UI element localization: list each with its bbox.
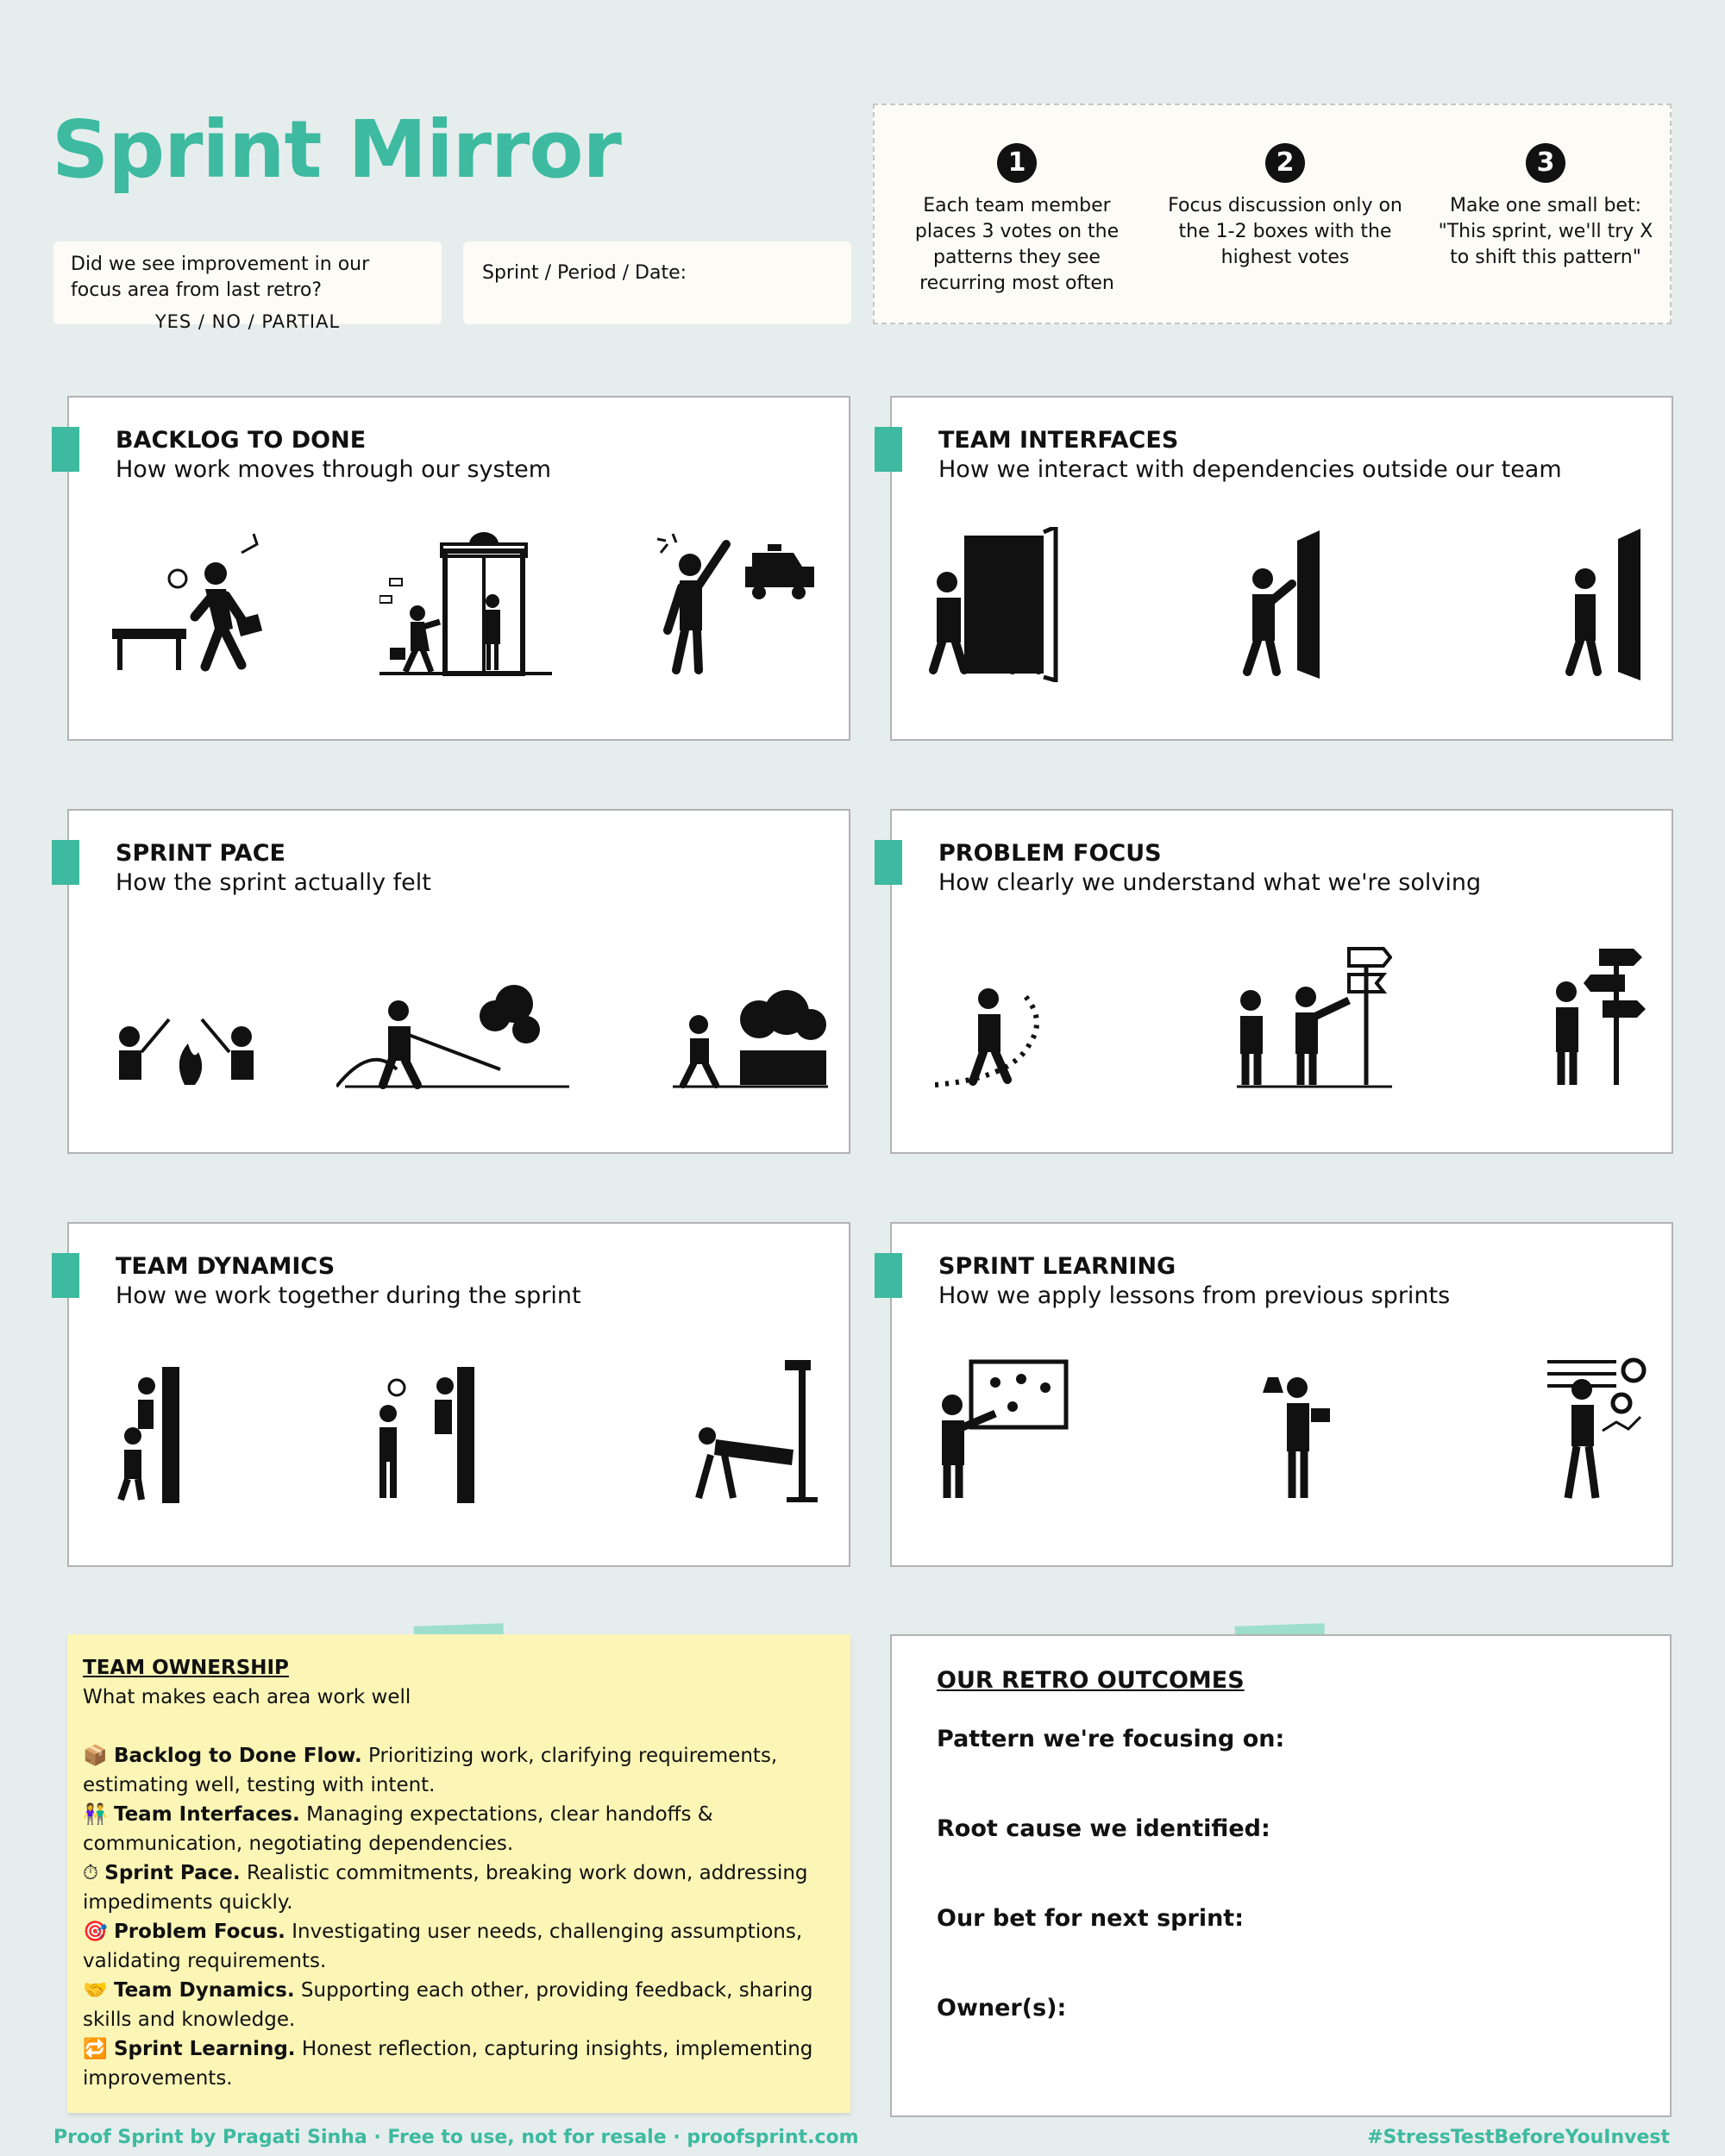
handshake-icon: 🤝 — [83, 1979, 108, 2002]
blocked-by-post-icon — [690, 1353, 828, 1508]
card-subtitle: How work moves through our system — [116, 456, 552, 483]
instruction-step-3 — [1427, 143, 1665, 271]
team-ownership-note — [67, 1634, 850, 2113]
step-text: Make one small bet: "This sprint, we'll try X to shift this pattern" — [1438, 195, 1653, 268]
step-number: 3 — [1526, 143, 1565, 183]
card-accent-tab — [875, 427, 902, 472]
campfire-icon — [112, 940, 267, 1095]
step-text: Each team member places 3 votes on the patterns they see recurring most often — [914, 195, 1120, 294]
analytics-gears-icon — [1530, 1353, 1651, 1508]
retro-question-box[interactable] — [53, 241, 442, 332]
instructions-panel — [873, 103, 1672, 324]
card-sprint-learning[interactable] — [890, 1222, 1673, 1567]
repeat-icon: 🔁 — [83, 2038, 108, 2060]
card-subtitle: How we interact with dependencies outside our team — [938, 456, 1562, 483]
firefighter-hose-icon — [336, 940, 578, 1095]
sprint-field-label: Sprint / Period / Date: — [482, 262, 687, 284]
ownership-item-learning: 🔁 Sprint Learning. Honest reflection, capturing insights, implementing improvements. — [83, 2038, 813, 2090]
step-text: Focus discussion only on the 1-2 boxes with the highest votes — [1168, 195, 1402, 268]
page-title: Sprint Mirror — [52, 103, 621, 196]
climbing-wall-icon — [112, 1353, 216, 1508]
card-accent-tab — [52, 427, 79, 472]
card-team-dynamics[interactable] — [67, 1222, 850, 1567]
outcome-field-pattern[interactable]: Pattern we're focusing on: — [937, 1726, 1285, 1752]
card-subtitle: How clearly we understand what we're solving — [938, 869, 1482, 896]
forest-fire-icon — [673, 940, 828, 1095]
outcome-field-bet[interactable]: Our bet for next sprint: — [937, 1905, 1244, 1932]
hailing-taxi-icon — [656, 527, 819, 682]
presentation-board-icon — [935, 1353, 1073, 1508]
sprint-period-date-field[interactable] — [463, 241, 851, 324]
outcomes-heading: OUR RETRO OUTCOMES — [937, 1667, 1245, 1694]
outcome-field-owners[interactable]: Owner(s): — [937, 1995, 1067, 2021]
card-team-interfaces[interactable] — [890, 396, 1673, 741]
ownership-item-interfaces: 👫 Team Interfaces. Managing expectations, clear handoffs & communication, negotiating dependencies. — [83, 1803, 713, 1855]
open-door-meeting-icon — [926, 527, 1064, 682]
ownership-item-backlog: 📦 Backlog to Done Flow. Prioritizing work, clarifying requirements, estimating well, testing with intent. — [83, 1745, 778, 1796]
step-number: 2 — [1265, 143, 1305, 183]
target-icon: 🎯 — [83, 1921, 108, 1943]
card-title: BACKLOG TO DONE — [116, 427, 367, 454]
card-accent-tab — [52, 840, 79, 885]
ownership-item-dynamics: 🤝 Team Dynamics. Supporting each other, providing feedback, sharing skills and knowledge. — [83, 1979, 813, 2031]
footer-hashtag: #StressTestBeforeYouInvest — [1367, 2127, 1670, 2148]
asking-directions-icon — [1220, 940, 1392, 1095]
people-icon: 👫 — [83, 1803, 108, 1826]
closed-door-icon — [1556, 527, 1651, 682]
card-sprint-pace[interactable] — [67, 809, 850, 1154]
elevator-icon — [380, 527, 552, 682]
retro-outcomes-panel — [890, 1634, 1672, 2117]
card-backlog-to-done[interactable] — [67, 396, 850, 741]
card-subtitle: How we work together during the sprint — [116, 1282, 581, 1309]
card-title: PROBLEM FOCUS — [938, 840, 1162, 867]
path-walker-icon — [935, 940, 1073, 1095]
answer-options: YES / NO / PARTIAL — [154, 311, 341, 332]
retro-question: Did we see improvement in our focus area from last retro? — [71, 254, 370, 301]
card-accent-tab — [875, 840, 902, 885]
step-number: 1 — [997, 143, 1037, 183]
ownership-heading: TEAM OWNERSHIP — [83, 1657, 289, 1679]
package-icon: 📦 — [83, 1745, 108, 1767]
card-title: SPRINT PACE — [116, 840, 285, 867]
card-problem-focus[interactable] — [890, 809, 1673, 1154]
ownership-subheading: What makes each area work well — [83, 1686, 411, 1708]
outcome-field-root-cause[interactable]: Root cause we identified: — [937, 1815, 1270, 1842]
card-title: TEAM INTERFACES — [938, 427, 1179, 454]
instruction-step-2 — [1156, 143, 1414, 271]
card-subtitle: How the sprint actually felt — [116, 869, 431, 896]
scientist-icon — [1263, 1353, 1349, 1508]
card-accent-tab — [52, 1253, 79, 1298]
instruction-step-1 — [892, 143, 1142, 297]
card-accent-tab — [875, 1253, 902, 1298]
footer-credit: Proof Sprint by Pragati Sinha · Free to use, not for resale · proofsprint.com — [53, 2127, 859, 2148]
card-title: SPRINT LEARNING — [938, 1253, 1176, 1280]
confused-signpost-icon — [1547, 940, 1651, 1095]
ownership-item-focus: 🎯 Problem Focus. Investigating user needs, challenging assumptions, validating requirements. — [83, 1921, 803, 1972]
stopwatch-icon: ⏱ — [83, 1862, 98, 1884]
leaving-desk-icon — [112, 527, 276, 682]
card-subtitle: How we apply lessons from previous sprints — [938, 1282, 1451, 1309]
card-title: TEAM DYNAMICS — [116, 1253, 336, 1280]
ownership-item-pace: ⏱ Sprint Pace. Realistic commitments, breaking work down, addressing impediments quickly. — [83, 1862, 808, 1914]
wall-helper-icon — [362, 1353, 500, 1508]
knocking-door-icon — [1237, 527, 1340, 682]
